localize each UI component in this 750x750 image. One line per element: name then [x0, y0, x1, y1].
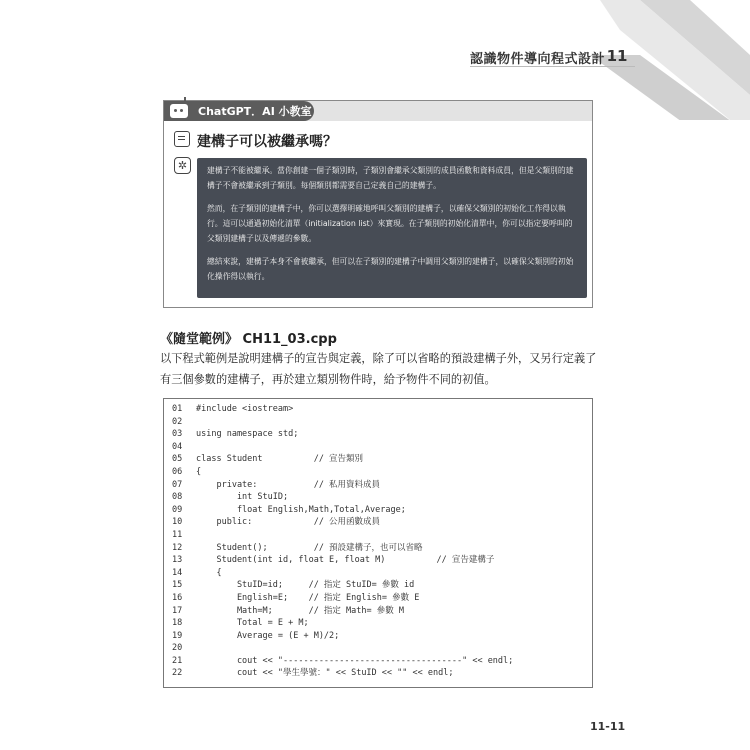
code-line [164, 416, 592, 429]
code-line [164, 579, 592, 592]
code-line [164, 542, 592, 555]
line-number: 05 [172, 454, 183, 465]
line-number: 11 [172, 529, 183, 540]
example-description: 以下程式範例是說明建構子的宣告與定義，除了可以省略的預設建構子外，又另行定義了有三個參數的建構子，再於建立類別物件時，給予物件不同的初值。 [160, 352, 597, 386]
line-number: 17 [172, 605, 183, 616]
example-tag: 《隨堂範例》 [160, 332, 239, 347]
example-heading [160, 328, 337, 347]
code-line [164, 466, 592, 479]
code-text: { [196, 567, 222, 578]
code-line [164, 630, 592, 643]
line-number: 19 [172, 630, 183, 641]
line-number: 02 [172, 416, 183, 427]
line-number: 20 [172, 643, 183, 654]
code-text: float English,Math,Total,Average; [196, 504, 406, 515]
line-number: 03 [172, 429, 183, 440]
code-line [164, 479, 592, 492]
code-text: Average = (E + M)/2; [196, 630, 340, 641]
line-number: 18 [172, 618, 183, 629]
chatgpt-classroom-box [163, 100, 593, 308]
code-text: Math=M; // 指定 Math= 參數 M [196, 605, 404, 616]
line-number: 12 [172, 542, 183, 553]
code-text: { [196, 466, 202, 477]
line-number: 15 [172, 580, 183, 591]
question-chat-icon [174, 131, 190, 147]
code-text: Student(int id, float E, float M) // 宣告建構子 [196, 555, 495, 566]
code-lines [164, 403, 592, 680]
code-line [164, 554, 592, 567]
code-text: cout << "-----------------------------------" << endl; [196, 655, 514, 666]
code-line [164, 605, 592, 618]
code-text: #include <iostream> [196, 404, 294, 414]
code-text: StuID=id; // 指定 StuID= 參數 id [196, 580, 415, 591]
code-line [164, 441, 592, 454]
line-number: 21 [172, 655, 183, 666]
header-divider [470, 66, 635, 67]
example-filename: CH11_03.cpp [242, 332, 337, 347]
chatgpt-question: 建構子可以被繼承嗎？ [197, 134, 337, 150]
chatgpt-tab-label: ChatGPT．AI 小教室 [198, 105, 312, 118]
line-number: 22 [172, 668, 183, 679]
line-number: 07 [172, 479, 183, 490]
line-number: 01 [172, 404, 183, 414]
line-number: 09 [172, 504, 183, 515]
line-number: 04 [172, 441, 183, 452]
chatgpt-answer [197, 158, 587, 298]
code-line [164, 428, 592, 441]
answer-paragraph: 建構子不能被繼承。當你創建一個子類別時，子類別會繼承父類別的成員函數和資料成員，但是父類別的建構子不會被繼承到子類別。每個類別都需要自己定義自己的建構子。 [207, 166, 574, 190]
code-text: class Student // 宣告類別 [196, 454, 364, 465]
chapter-title: 認識物件導向程式設計 [470, 52, 606, 67]
code-text: English=E; // 指定 English= 參數 E [196, 592, 420, 603]
code-text: using namespace std; [196, 429, 299, 440]
code-line [164, 491, 592, 504]
code-line [164, 453, 592, 466]
chapter-number: 11 [606, 47, 628, 65]
page-number: 11-11 [590, 720, 626, 733]
code-listing [163, 398, 593, 688]
chatgpt-tab [164, 101, 314, 121]
code-text: private: // 私用資料成員 [196, 479, 381, 490]
answer-paragraph: 然而，在子類別的建構子中，你可以選擇明確地呼叫父類別的建構子，以確保父類別的初始化工作得以執行。這可以通過初始化清單（initialization list）來實現。在子類別的初始化清單中，你可以指定要呼叫的父類別建構子以及傳遞的參數。 [207, 204, 573, 243]
line-number: 10 [172, 517, 183, 528]
code-text: int StuID; [196, 492, 289, 503]
code-line [164, 516, 592, 529]
line-number: 14 [172, 567, 183, 578]
line-number: 16 [172, 592, 183, 603]
line-number: 08 [172, 492, 183, 503]
answer-paragraph: 總結來說，建構子本身不會被繼承，但可以在子類別的建構子中調用父類別的建構子，以確保父類別的初始化操作得以執行。 [207, 257, 574, 281]
code-text: Total = E + M; [196, 618, 309, 629]
code-line [164, 403, 592, 416]
code-line [164, 617, 592, 630]
code-line [164, 529, 592, 542]
line-number: 13 [172, 555, 183, 566]
code-line [164, 504, 592, 517]
code-text: Student(); // 預設建構子，也可以省略 [196, 542, 423, 553]
code-line [164, 592, 592, 605]
robot-icon [170, 104, 188, 118]
code-line [164, 567, 592, 580]
code-text: cout << "學生學號：" << StuID << "" << endl; [196, 668, 454, 679]
code-text: public: // 公用函數成員 [196, 517, 381, 528]
line-number: 06 [172, 466, 183, 477]
openai-logo-icon: ✲ [174, 157, 191, 174]
code-line [164, 667, 592, 680]
code-line [164, 655, 592, 668]
code-line [164, 642, 592, 655]
